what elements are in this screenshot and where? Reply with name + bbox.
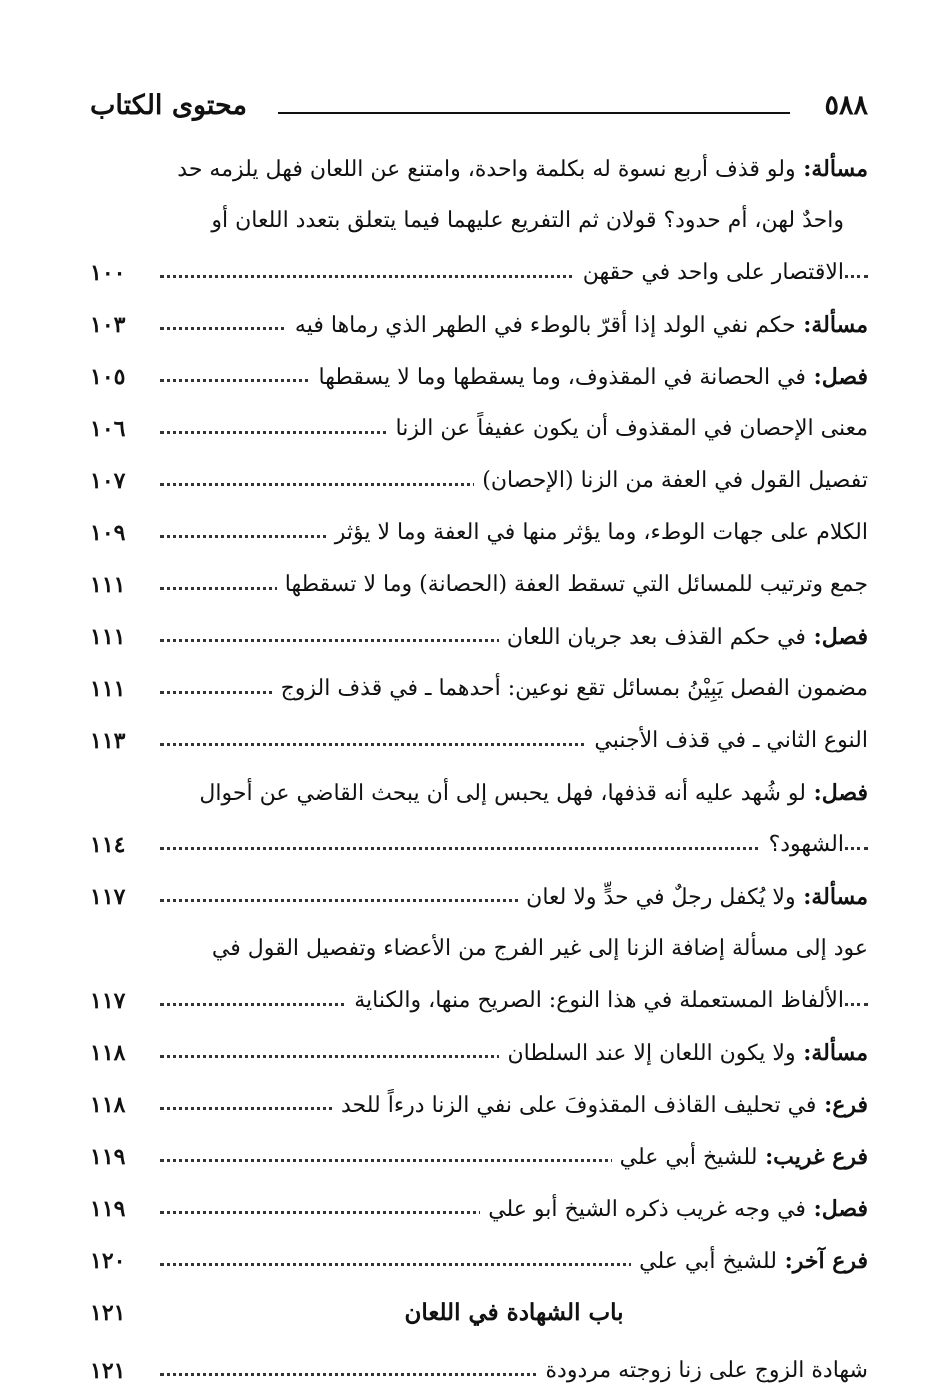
entry-text: في تحليف القاذف المقذوفَ على نفي الزنا درءاً للحد <box>340 1093 817 1118</box>
entry-lead: فصل: <box>805 364 868 390</box>
toc-entry <box>90 249 868 301</box>
entry-page: ١١٧ <box>90 884 126 910</box>
toc-entry <box>90 197 868 249</box>
entry-page: ١١١ <box>90 676 126 702</box>
entry-page: ١١٩ <box>90 1144 126 1170</box>
entry-page: ١٠٥ <box>90 364 126 390</box>
entry-text: عود إلى مسألة إضافة الزنا إلى غير الفرج من الأعضاء وتفصيل القول في <box>211 936 868 961</box>
entry-text: للشيخ أبي علي <box>639 1249 777 1274</box>
chapter-title: باب الشهادة في اللعان <box>404 1299 624 1326</box>
entry-text: جمع وترتيب للمسائل التي تسقط العفة (الحصانة) وما لا تسقطها <box>284 572 868 597</box>
toc-entry <box>90 1133 868 1185</box>
entry-text: في حكم القذف بعد جريان اللعان <box>506 625 806 650</box>
toc-entry <box>90 925 868 977</box>
entry-page: ١١١ <box>90 624 126 650</box>
toc-entry <box>90 613 868 665</box>
entry-text: ولا يكون اللعان إلا عند السلطان <box>507 1041 796 1066</box>
entry-text: حكم نفي الولد إذا أقرّ بالوطء في الطهر الذي رماها فيه <box>294 313 796 338</box>
entry-text: للشيخ أبي علي <box>619 1145 758 1170</box>
page-number: ٥٨٨ <box>824 90 868 121</box>
entry-text: ولا يُكفل رجلٌ في حدٍّ ولا لعان <box>526 885 796 910</box>
toc-entry <box>90 301 868 353</box>
toc-entry <box>90 873 868 925</box>
entry-text: الكلام على جهات الوطء، وما يؤثر منها في العفة وما لا يؤثر <box>334 520 868 545</box>
entry-page: ١١٧ <box>90 988 126 1014</box>
toc-entry <box>90 561 868 613</box>
toc-entry <box>90 1237 868 1289</box>
entry-page: ١٠٧ <box>90 468 126 494</box>
entry-page: ١٠٠ <box>90 260 126 286</box>
entry-page: ١١٨ <box>90 1092 126 1118</box>
entry-lead: فرع آخر: <box>776 1248 868 1274</box>
entry-lead: مسألة: <box>795 1040 868 1066</box>
toc-entry <box>90 1081 868 1133</box>
toc-entry <box>90 509 868 561</box>
chapter-heading <box>90 1289 868 1347</box>
entry-text: الألفاظ المستعملة في هذا النوع: الصريح منها، والكناية <box>354 988 844 1013</box>
entry-page: ١١٩ <box>90 1196 126 1222</box>
entry-text: مضمون الفصل يَبِيْنُ بمسائل تقع نوعين: أحدهما ـ في قذف الزوج <box>280 676 868 701</box>
entry-text: شهادة الزوج على زنا زوجته مردودة <box>545 1358 868 1383</box>
entry-text: ولو قذف أربع نسوة له بكلمة واحدة، وامتنع عن اللعان فهل يلزمه حد <box>177 157 796 182</box>
entry-lead: مسألة: <box>795 884 868 910</box>
entry-text: لو شُهد عليه أنه قذفها، فهل يحبس إلى أن يبحث القاضي عن أحوال <box>199 781 806 806</box>
entry-page: ١٢١ <box>90 1358 126 1384</box>
entry-lead: فرع: <box>816 1092 868 1118</box>
entry-lead: فصل: <box>805 624 868 650</box>
entry-lead: مسألة: <box>795 312 868 338</box>
toc-entry <box>90 665 868 717</box>
entry-lead: فصل: <box>805 780 868 806</box>
toc-entry <box>90 769 868 821</box>
toc-entry <box>90 717 868 769</box>
entry-page: ١٠٩ <box>90 520 126 546</box>
entry-page: ١٠٣ <box>90 312 126 338</box>
toc-entry <box>90 145 868 197</box>
entry-text: الاقتصار على واحد في حقهن <box>582 260 844 285</box>
entry-lead: فرع غريب: <box>757 1144 868 1170</box>
entry-page: ١١٣ <box>90 728 126 754</box>
toc-entry <box>90 457 868 509</box>
entry-text: في وجه غريب ذكره الشيخ أبو علي <box>488 1197 806 1222</box>
table-of-contents <box>90 145 868 1399</box>
toc-entry <box>90 405 868 457</box>
entry-lead: فصل: <box>805 1196 868 1222</box>
entry-text: في الحصانة في المقذوف، وما يسقطها وما لا يسقطها <box>318 365 806 390</box>
toc-entry <box>90 1185 868 1237</box>
entry-page: ١٢٠ <box>90 1248 126 1274</box>
entry-lead: مسألة: <box>795 156 868 182</box>
entry-text: الشهود؟ <box>768 832 844 857</box>
entry-page: ١٢١ <box>90 1300 126 1326</box>
entry-page: ١١٨ <box>90 1040 126 1066</box>
entry-page: ١٠٦ <box>90 416 126 442</box>
entry-text: النوع الثاني ـ في قذف الأجنبي <box>594 728 868 753</box>
entry-page: ١١١ <box>90 572 126 598</box>
page-header <box>90 90 868 130</box>
toc-entry <box>90 1029 868 1081</box>
toc-entry <box>90 821 868 873</box>
toc-entry <box>90 1347 868 1399</box>
toc-entry <box>90 977 868 1029</box>
entry-text: تفصيل القول في العفة من الزنا (الإحصان) <box>482 468 868 493</box>
header-rule <box>278 112 790 114</box>
running-title: محتوى الكتاب <box>90 90 247 121</box>
entry-page: ١١٤ <box>90 832 126 858</box>
entry-text: واحدٌ لهن، أم حدود؟ قولان ثم التفريع عليهما فيما يتعلق بتعدد اللعان أو <box>211 208 844 233</box>
toc-entry <box>90 353 868 405</box>
entry-text: معنى الإحصان في المقذوف أن يكون عفيفاً عن الزنا <box>395 416 868 441</box>
